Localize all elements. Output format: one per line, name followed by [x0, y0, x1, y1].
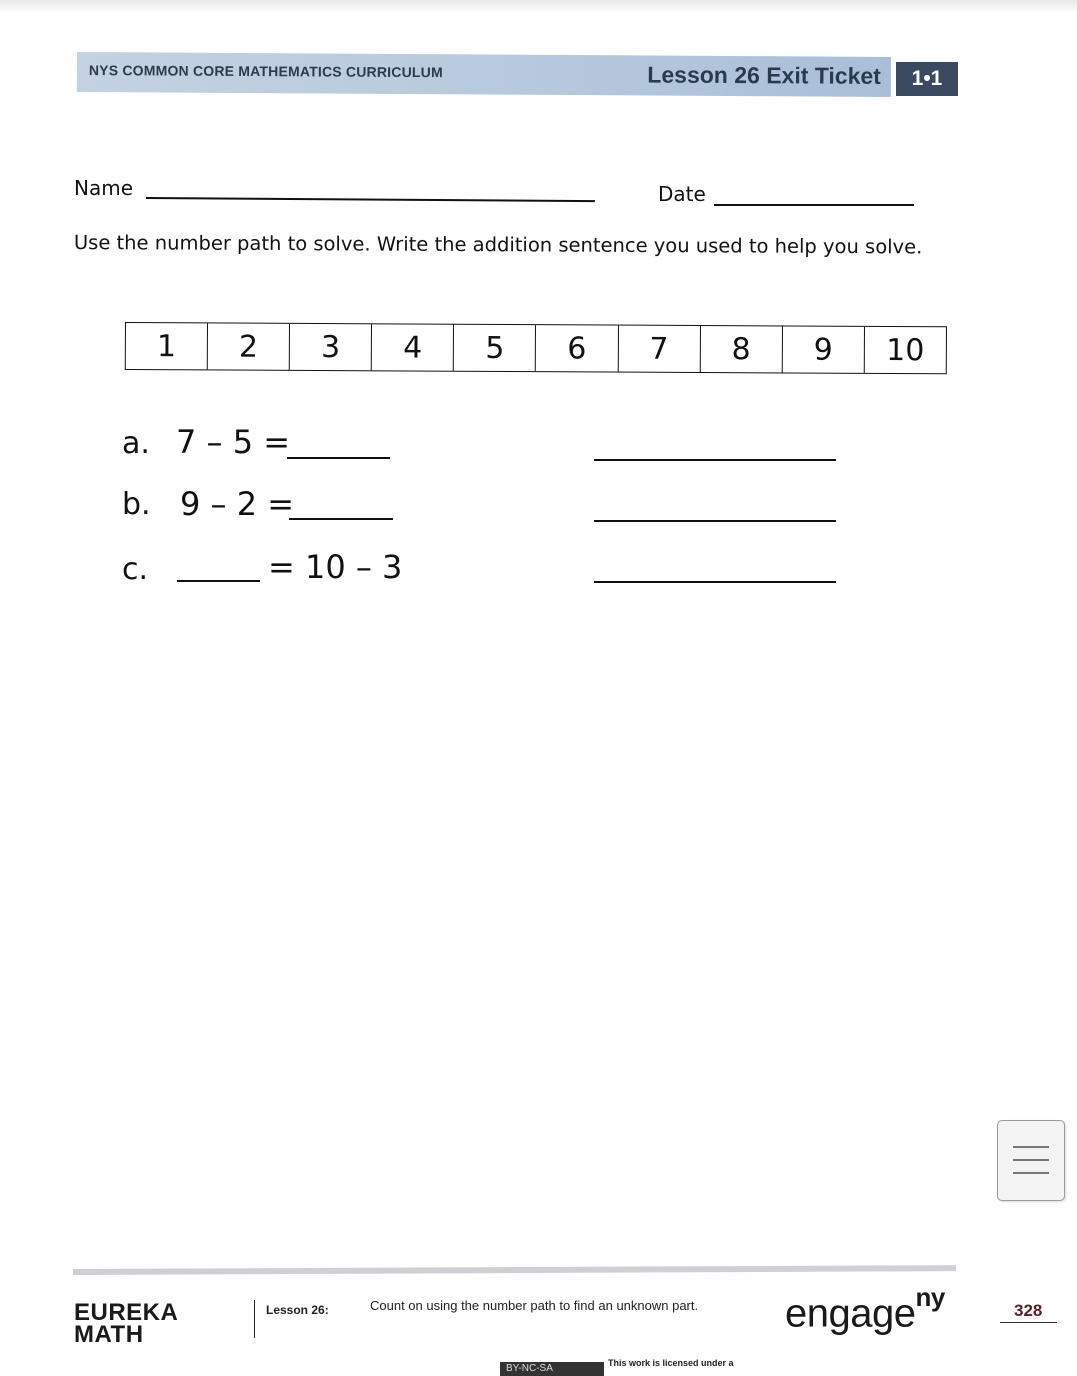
- number-path: [125, 322, 947, 374]
- number-path-cell: 9: [782, 326, 864, 372]
- page-top-shadow: [0, 0, 1077, 14]
- date-label: Date: [658, 182, 706, 206]
- lesson-title: Lesson 26 Exit Ticket: [647, 61, 881, 89]
- engageny-logo: [785, 1282, 945, 1336]
- curriculum-title: NYS COMMON CORE MATHEMATICS CURRICULUM: [88, 62, 443, 81]
- logo-line-1: EUREKA: [74, 1299, 179, 1326]
- number-path-cell: 8: [700, 326, 782, 372]
- instructions: Use the number path to solve. Write the addition sentence you used to help you solve.: [73, 231, 923, 259]
- problem-b-answer-blank[interactable]: [289, 518, 393, 520]
- number-path-cell: 6: [536, 325, 618, 371]
- engage-text: engage: [785, 1291, 916, 1336]
- menu-button[interactable]: [997, 1120, 1065, 1201]
- cc-license-badge: BY-NC-SA: [500, 1362, 604, 1376]
- problem-a-expression: 7 – 5 =: [176, 423, 291, 461]
- footer-lesson-label: Lesson 26:: [266, 1303, 329, 1317]
- problem-c-answer-blank[interactable]: [177, 580, 260, 582]
- number-path-cell: 5: [454, 325, 536, 371]
- problem-a-sentence-blank[interactable]: [594, 459, 836, 461]
- eureka-math-logo: [74, 1299, 179, 1348]
- number-path-cell: 1: [126, 323, 208, 369]
- problem-b-sentence-blank[interactable]: [594, 520, 836, 522]
- logo-line-2: MATH: [74, 1321, 144, 1348]
- name-field[interactable]: [146, 197, 595, 202]
- problem-c-expression: = 10 – 3: [268, 548, 403, 586]
- page-number-rule: [1000, 1322, 1057, 1323]
- menu-icon-bar: [1013, 1172, 1049, 1174]
- problem-a-label: a.: [122, 426, 150, 461]
- number-path-cell: 2: [208, 323, 290, 369]
- problem-c-label: c.: [122, 552, 149, 587]
- grade-module-badge: 1•1: [896, 62, 958, 96]
- problem-a-answer-blank[interactable]: [287, 457, 390, 459]
- page-number: 328: [1014, 1301, 1043, 1320]
- problem-b-expression: 9 – 2 =: [180, 485, 295, 523]
- footer-divider: [254, 1300, 255, 1338]
- name-label: Name: [74, 176, 134, 200]
- menu-icon-bar: [1013, 1159, 1049, 1161]
- engage-ny-text: ny: [915, 1282, 945, 1312]
- number-path-cell: 4: [372, 324, 454, 370]
- footer-rule: [73, 1265, 956, 1275]
- problem-b-label: b.: [122, 487, 151, 522]
- footer-lesson-description: Count on using the number path to find an unknown part.: [370, 1298, 699, 1313]
- date-field[interactable]: [714, 204, 914, 206]
- license-text: This work is licensed under a: [608, 1358, 734, 1368]
- number-path-cell: 10: [886, 332, 925, 368]
- number-path-cell: 7: [618, 326, 700, 372]
- menu-icon: [1013, 1146, 1049, 1148]
- number-path-cell: 3: [290, 324, 372, 370]
- problem-c-sentence-blank[interactable]: [594, 581, 836, 583]
- header-banner: [77, 52, 891, 97]
